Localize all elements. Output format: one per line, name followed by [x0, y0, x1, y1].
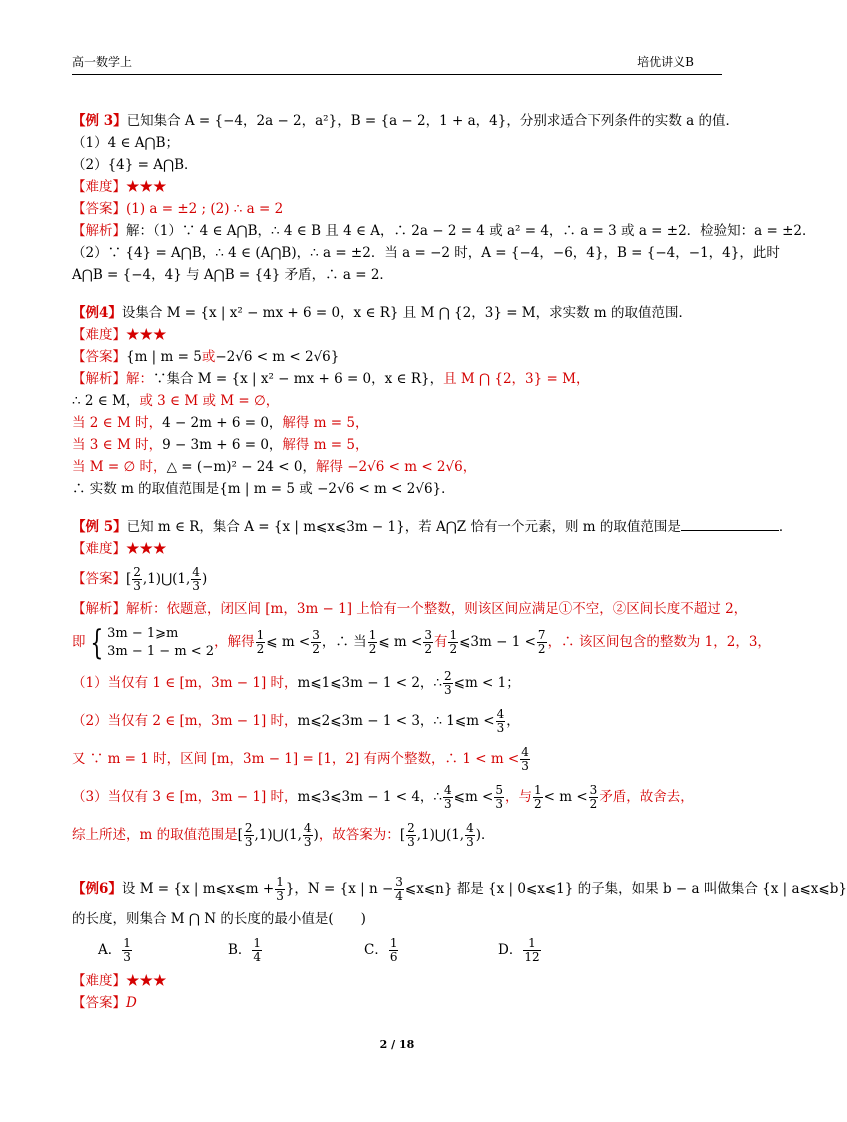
difficulty-stars: ★★★	[126, 973, 167, 989]
case-line: m⩽2⩽3m − 1 < 3，∴ 1⩽m <	[297, 713, 495, 729]
solution-part: 即	[72, 634, 86, 650]
solution-line: 解：（1）∵ 4 ∈ A⋂B，∴ 4 ∈ B 且 4 ∈ A，∴ 2a − 2 = 4 或 a² = 4，∴ a = 3 或 a = ±2．检验知：a = ±2．	[126, 223, 816, 239]
difficulty-stars: ★★★	[126, 179, 167, 195]
question-text: 已知 m ∈ R，集合 A = {x | m⩽x⩽3m − 1}，若 A⋂Z 恰有一个元素，则 m 的取值范围是	[126, 519, 681, 535]
header-title: 培优讲义B	[637, 55, 694, 69]
solution-part: 4 − 2m + 6 = 0，	[162, 415, 283, 431]
example-3	[72, 110, 816, 286]
summary-line: ．	[481, 827, 495, 843]
example-tag: 【例 5】	[72, 519, 127, 535]
solution-label: 【解析】	[72, 223, 126, 239]
solution-part: 有	[433, 634, 448, 650]
answer-label: 【答案】	[72, 995, 126, 1011]
solution-line: A⋂B = {−4，4} 与 A⋂B = {4} 矛盾，∴ a = 2．	[72, 267, 393, 283]
answer-label: 【答案】	[72, 201, 126, 217]
inequality-system: 3m − 1⩾m 3m − 1 − m < 2	[107, 625, 215, 659]
case-line: m⩽1⩽3m − 1 < 2，∴	[297, 675, 443, 691]
case-line: 又 ∵ m = 1 时，区间 [m，3m − 1] = [1，2] 有两个整数，∴ 1 < m <	[72, 751, 520, 767]
solution-part: 当 3 ∈ M 时，	[72, 437, 163, 453]
options	[72, 930, 732, 970]
solution-part: 或 3 ∈ M 或 M = ∅，	[139, 393, 280, 409]
example-tag: 【例 3】	[72, 113, 127, 129]
case-line: （1）当仅有 1 ∈ [m，3m − 1] 时，	[72, 675, 298, 691]
solution-part: △ = (−m)² − 24 < 0，	[166, 459, 316, 475]
solution-part: 解得 −2√6 < m < 2√6，	[315, 459, 477, 475]
solution-part: ∴ 2 ∈ M，	[72, 393, 140, 409]
condition-1: （1）4 ∈ A⋂B；	[72, 135, 179, 151]
case-line: ，	[506, 713, 520, 729]
case-line: < m <	[543, 789, 588, 805]
fraction: $\frac{2}{3}$	[133, 565, 141, 593]
solution-part: 解得 m = 5，	[282, 437, 369, 453]
question-text: 的长度，则集合 M ⋂ N 的长度的最小值是( )	[72, 911, 366, 927]
solution-part: 解：	[126, 371, 153, 387]
case-line: ，与	[505, 789, 533, 805]
fraction: $\frac{4}{3}$	[192, 565, 200, 593]
answer-text: (1) a = ±2 ; (2) ∴ a = 2	[126, 201, 284, 217]
example-6: 【例6】设 M = {x | m⩽x⩽m + $\frac{1}{3}$ }，N = {x | n − $\frac{3}{4}$ ⩽x⩽n} 都是 {x | 0⩽x⩽1} 的子集，如果 b − a 叫做集合 {x | a⩽x⩽b} 的长度，则集合 M ⋂ N 的长度的最小值是( ) A． $\frac{1}{3}$ B． $\frac{1}{4}$ C． $\frac{1}{6}$ D． $\frac{1}{12}$ 【难度】★★★ 【答案】D	[72, 875, 847, 1011]
answer-label: 【答案】	[72, 571, 126, 587]
difficulty-label: 【难度】	[72, 179, 126, 195]
case-line: 矛盾，故舍去，	[599, 789, 694, 805]
solution-label: 【解析】	[72, 601, 126, 617]
solution-part: ，∴ 当	[321, 634, 367, 650]
case-line: ⩽m < 1；	[453, 675, 520, 691]
page-header	[72, 52, 722, 75]
question-text: ⩽x⩽n} 都是 {x | 0⩽x⩽1} 的子集，如果 b − a 叫做集合 {x | a⩽x⩽b}	[404, 881, 847, 897]
question-text: 已知集合 A = {−4，2a − 2，a²}，B = {a − 2，1 + a，4}，分别求适合下列条件的实数 a 的值．	[126, 113, 739, 129]
example-tag: 【例6】	[72, 881, 122, 897]
summary-line: ，故答案为：	[318, 827, 400, 843]
question-text: 设集合 M = {x | x² − mx + 6 = 0，x ∈ R} 且 M ⋂ {2，3} = M，求实数 m 的取值范围．	[121, 305, 693, 321]
case-line: m⩽3⩽3m − 1 < 4，∴	[297, 789, 443, 805]
summary-line: 综上所述，m 的取值范围是	[72, 827, 238, 843]
solution-part: 当 M = ∅ 时，	[72, 459, 167, 475]
option-a: A． $\frac{1}{3}$	[98, 936, 131, 964]
question-text: }，N = {x | n −	[285, 881, 394, 897]
answer-text: D	[126, 995, 137, 1011]
solution-part: 9 − 3m + 6 = 0，	[162, 437, 283, 453]
solution-part: {m | m = 5 或 −2√6 < m < 2√6}．	[219, 481, 455, 497]
answer-label: 【答案】	[72, 349, 126, 365]
solution-label: 【解析】	[72, 371, 126, 387]
answer-blank	[681, 516, 779, 531]
option-c: C． $\frac{1}{6}$	[364, 936, 398, 964]
difficulty-stars: ★★★	[126, 327, 167, 343]
solution-part: ，∴ 该区间包含的整数为 1，2，3，	[547, 634, 771, 650]
solution-part: 当 2 ∈ M 时，	[72, 415, 163, 431]
option-b: B． $\frac{1}{4}$	[228, 936, 262, 964]
difficulty-stars: ★★★	[126, 541, 167, 557]
difficulty-label: 【难度】	[72, 973, 126, 989]
case-line: ⩽m <	[453, 789, 494, 805]
question-text: ．	[778, 519, 793, 535]
header-course: 高一数学上	[72, 55, 133, 69]
example-4	[72, 302, 732, 500]
solution-part: 且 M ⋂ {2，3} = M，	[443, 371, 590, 387]
case-line: （2）当仅有 2 ∈ [m，3m − 1] 时，	[72, 713, 298, 729]
page-content	[72, 110, 847, 1014]
answer-part: 或	[201, 349, 216, 365]
solution-line: 解析：依题意，闭区间 [m，3m − 1] 上恰有一个整数，则该区间应满足①不空，②区间长度不超过 2，	[126, 601, 748, 617]
page-number: 2 / 18	[379, 1038, 415, 1051]
solution-part: ，解得	[214, 634, 255, 650]
answer-part: −2√6 < m < 2√6}	[215, 349, 340, 365]
example-5: 【例 5】已知 m ∈ R，集合 A = {x | m⩽x⩽3m − 1}，若 A⋂Z 恰有一个元素，则 m 的取值范围是 ． 【难度】★★★ 【答案】[ $\frac{2}{3}$ ,1)⋃(1, $\frac{4}{3}$ ) 【解析】解析：依题意，闭区间 [m，3m − 1] 上恰有一个整数，则该区间应满足①不空，②区间长度不超过 2， 即 { 3m − 1⩾m 3m − 1 − m < 2 ，解得 $\frac{1}{2}$ ⩽ m < $\frac{3}{2}$ ，∴ 当 $\frac{1}{2}$ ⩽ m < $\frac{3}{2}$ 有 $\frac{1}{2}$ ⩽3m − 1 < $\frac{7}{2}$ ，∴ 该区间包含的整数为 1，2，3， （1）当仅有 1 ∈ [m，3m − 1] 时，m⩽1⩽3m − 1 < 2，∴ $\frac{2}{3}$ ⩽m < 1； （2）当仅有 2 ∈ [m，3m − 1] 时，m⩽2⩽3m − 1 < 3，∴ 1⩽m < $\frac{4}{3}$ ， 又 ∵ m = 1 时，区间 [m，3m − 1] = [1，2] 有两个整数，∴ 1 < m < $\frac{4}{3}$ （3）当仅有 3 ∈ [m，3m − 1] 时，m⩽3⩽3m − 1 < 4，∴ $\frac{4}{3}$ ⩽m < $\frac{5}{3}$ ，与 $\frac{1}{2}$ < m < $\frac{3}{2}$ 矛盾，故舍去， 综上所述，m 的取值范围是[ $\frac{2}{3}$ ,1)⋃(1, $\frac{4}{3}$ )，故答案为：[ $\frac{2}{3}$ ,1)⋃(1, $\frac{4}{3}$ )．	[72, 516, 732, 854]
solution-part: ∵集合 M = {x | x² − mx + 6 = 0，x ∈ R}，	[153, 371, 444, 387]
answer-part: {m | m = 5	[126, 349, 202, 365]
solution-part: ∴ 实数 m 的取值范围是	[72, 481, 220, 497]
solution-line: （2）∵ {4} = A⋂B，∴ 4 ∈ (A⋂B)，∴ a = ±2．当 a = −2 时，A = {−4，−6，4}，B = {−4，−1，4}，此时	[72, 245, 780, 261]
question-text: 设 M = {x | m⩽x⩽m +	[121, 881, 275, 897]
difficulty-label: 【难度】	[72, 327, 126, 343]
solution-part: 解得 m = 5，	[282, 415, 369, 431]
example-tag: 【例4】	[72, 305, 122, 321]
case-line: （3）当仅有 3 ∈ [m，3m − 1] 时，	[72, 789, 298, 805]
condition-2: （2）{4} = A⋂B．	[72, 157, 198, 173]
difficulty-label: 【难度】	[72, 541, 126, 557]
option-d: D． $\frac{1}{12}$	[498, 936, 540, 964]
